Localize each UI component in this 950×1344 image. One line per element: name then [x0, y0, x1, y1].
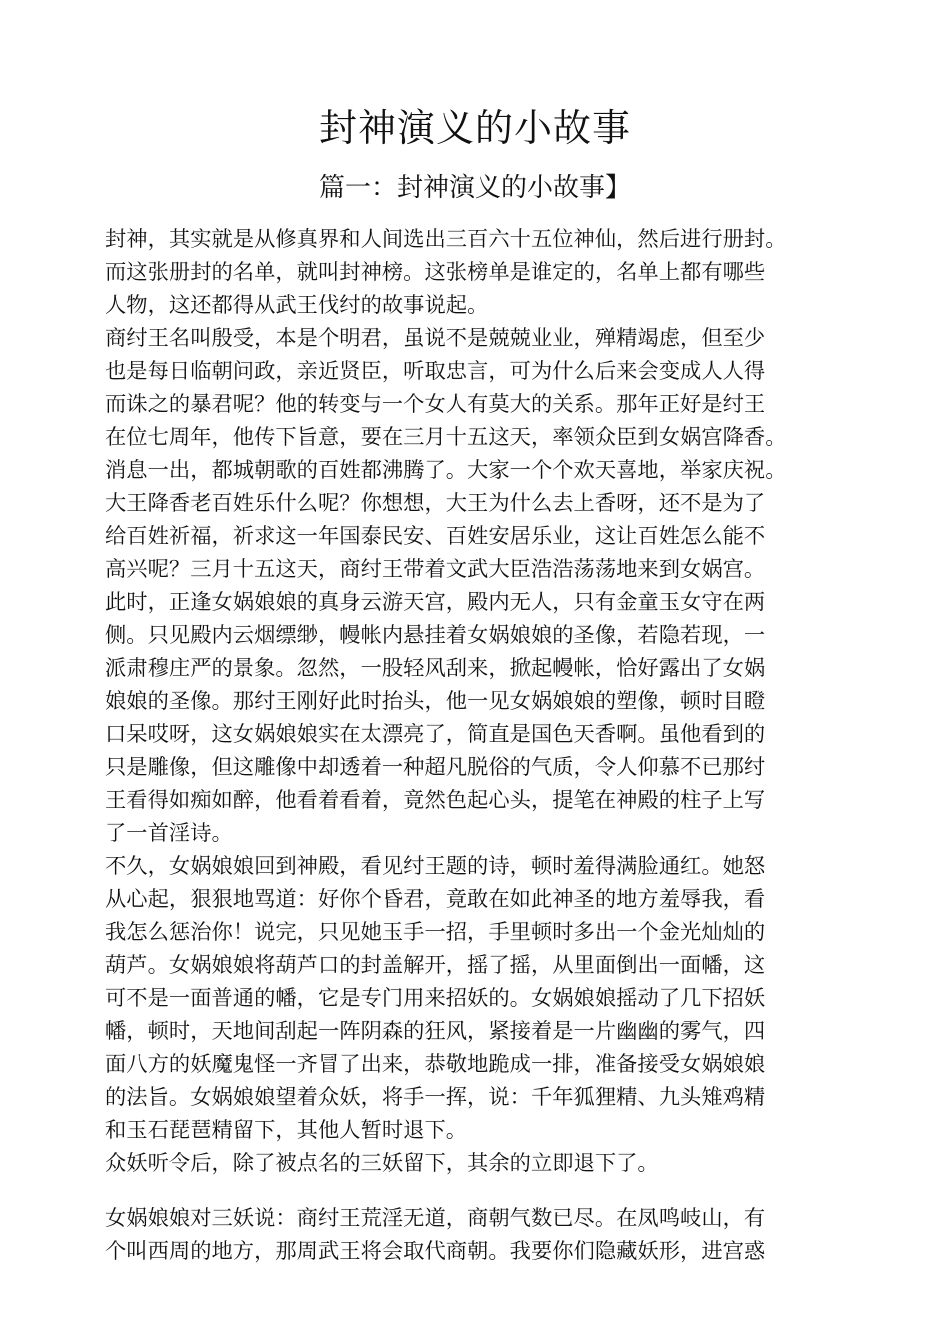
text-line: 女娲娘娘对三妖说：商纣王荒淫无道，商朝气数已尽。在凤鸣岐山，有 [105, 1206, 766, 1231]
text-line: 此时，正逢女娲娘娘的真身云游天宫，殿内无人，只有金童玉女守在两 [105, 590, 766, 615]
text-line: 而诛之的暴君呢？他的转变与一个女人有莫大的关系。那年正好是纣王 [105, 392, 766, 417]
paragraph-4 [105, 1147, 840, 1180]
text-line: 在位七周年，他传下旨意，要在三月十五这天，率领众臣到女娲宫降香。 [105, 425, 787, 450]
text-line: 幡，顿时，天地间刮起一阵阴森的狂风，紧接着是一片幽幽的雾气，四 [105, 1019, 766, 1044]
text-line: 和玉石琵琶精留下，其他人暂时退下。 [105, 1118, 468, 1143]
paragraph-3 [105, 850, 840, 1147]
document-body [105, 223, 840, 1268]
paragraph-spacer [105, 1180, 840, 1202]
text-line: 娘娘的圣像。那纣王刚好此时抬头，他一见女娲娘娘的塑像，顿时目瞪 [105, 689, 766, 714]
text-line: 从心起，狠狠地骂道：好你个昏君，竟敢在如此神圣的地方羞辱我，看 [105, 887, 766, 912]
text-line: 口呆哎呀，这女娲娘娘实在太漂亮了，简直是国色天香啊。虽他看到的 [105, 722, 766, 747]
text-line: 大王降香老百姓乐什么呢？你想想，大王为什么去上香呀，还不是为了 [105, 491, 766, 516]
text-line: 不久，女娲娘娘回到神殿，看见纣王题的诗，顿时羞得满脸通红。她怒 [105, 854, 766, 879]
text-line: 侧。只见殿内云烟缥缈，幔帐内悬挂着女娲娘娘的圣像，若隐若现，一 [105, 623, 766, 648]
text-line: 给百姓祈福，祈求这一年国泰民安、百姓安居乐业，这让百姓怎么能不 [105, 524, 766, 549]
paragraph-5 [105, 1202, 840, 1268]
text-line: 众妖听令后，除了被点名的三妖留下，其余的立即退下了。 [105, 1151, 659, 1176]
text-line: 消息一出，都城朝歌的百姓都沸腾了。大家一个个欢天喜地，举家庆祝。 [105, 458, 787, 483]
text-line: 封神，其实就是从修真界和人间选出三百六十五位神仙，然后进行册封。 [105, 227, 787, 252]
text-line: 派肃穆庄严的景象。忽然，一股轻风刮来，掀起幔帐，恰好露出了女娲 [105, 656, 766, 681]
text-line: 而这张册封的名单，就叫封神榜。这张榜单是谁定的，名单上都有哪些 [105, 260, 766, 285]
text-line: 葫芦。女娲娘娘将葫芦口的封盖解开，摇了摇，从里面倒出一面幡，这 [105, 953, 766, 978]
text-line: 王看得如痴如醉，他看着看着，竟然色起心头，提笔在神殿的柱子上写 [105, 788, 766, 813]
text-line: 面八方的妖魔鬼怪一齐冒了出来，恭敬地跪成一排，准备接受女娲娘娘 [105, 1052, 766, 1077]
text-line: 也是每日临朝问政，亲近贤臣，听取忠言，可为什么后来会变成人人得 [105, 359, 766, 384]
paragraph-1 [105, 223, 840, 322]
text-line: 只是雕像，但这雕像中却透着一种超凡脱俗的气质，令人仰慕不已那纣 [105, 755, 766, 780]
document-subtitle: 篇一：封神演义的小故事】 [318, 173, 631, 203]
text-line: 我怎么惩治你！说完，只见她玉手一招，手里顿时多出一个金光灿灿的 [105, 920, 766, 945]
text-line: 了一首淫诗。 [105, 821, 233, 846]
text-line: 商纣王名叫殷受，本是个明君，虽说不是兢兢业业，殚精竭虑，但至少 [105, 326, 766, 351]
text-line: 个叫西周的地方，那周武王将会取代商朝。我要你们隐藏妖形，进宫惑 [105, 1239, 766, 1264]
text-line: 高兴呢？三月十五这天，商纣王带着文武大臣浩浩荡荡地来到女娲宫。 [105, 557, 766, 582]
text-line: 的法旨。女娲娘娘望着众妖，将手一挥，说：千年狐狸精、九头雉鸡精 [105, 1085, 766, 1110]
text-line: 人物，这还都得从武王伐纣的故事说起。 [105, 293, 489, 318]
document-title: 封神演义的小故事 [318, 106, 631, 150]
paragraph-2 [105, 322, 840, 850]
text-line: 可不是一面普通的幡，它是专门用来招妖的。女娲娘娘摇动了几下招妖 [105, 986, 766, 1011]
